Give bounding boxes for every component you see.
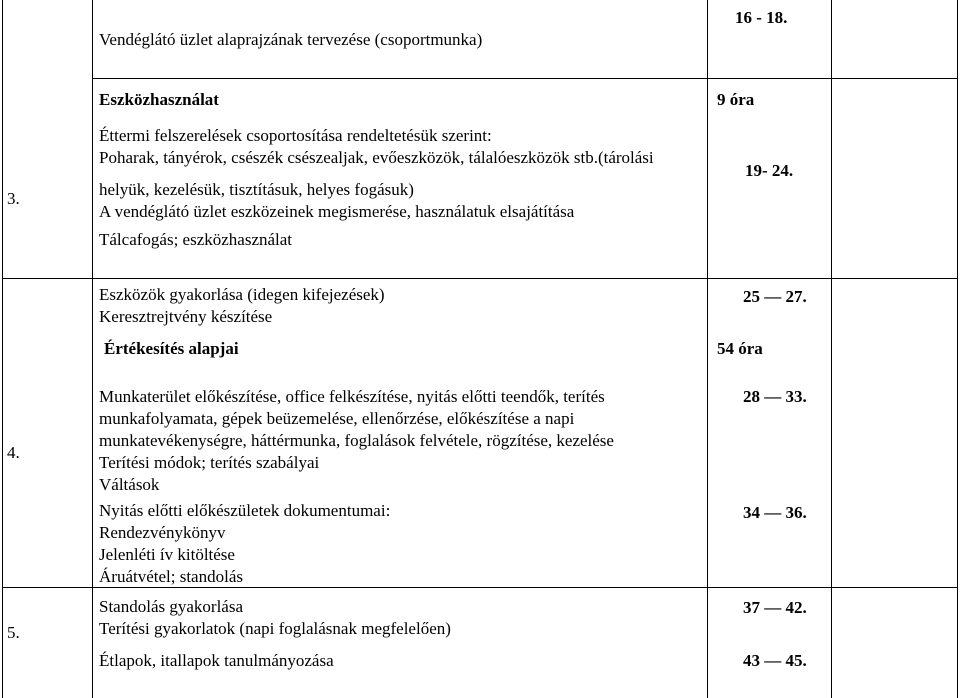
row3-line4: A vendéglátó üzlet eszközeinek megismerése, használatuk elsajátítása [99, 202, 575, 221]
row4-hours: 25 — 27. [743, 287, 807, 306]
row9-hours: 43 — 45. [743, 651, 807, 670]
section-title-ertekesites: Értékesítés alapjai [104, 339, 239, 358]
row8-line2: Terítési gyakorlatok (napi foglalásnak megfelelően) [99, 619, 451, 638]
row6-line3: munkatevékenységre, háttérmunka, foglalások felvétele, rögzítése, kezelése [99, 431, 614, 450]
row3-line2: Poharak, tányérok, csészék csészealjak, evőeszközök, tálalóeszközök stb.(tárolási [99, 148, 654, 167]
row3-line1: Éttermi felszerelések csoportosítása rendeltetésük szerint: [99, 126, 492, 145]
row6-paragraph [99, 386, 705, 496]
section-hours-eszkozhasznalat: 9 óra [717, 90, 755, 109]
row3-number: 3. [7, 189, 20, 208]
row3-hours: 19- 24. [745, 161, 794, 180]
row1-hours: 16 - 18. [735, 8, 788, 27]
row8-hours: 37 — 42. [743, 598, 807, 617]
row4-line2: Keresztrejtvény készítése [99, 307, 273, 326]
row7-line2: Rendezvénykönyv [99, 523, 226, 542]
grid-line-hours-extra [831, 0, 832, 698]
row1-topic: Vendéglátó üzlet alaprajzának tervezése (csoportmunka) [99, 30, 483, 49]
row6-line4: Terítési módok; terítés szabályai [99, 453, 320, 472]
grid-line-h1 [92, 78, 958, 79]
row9-text: Étlapok, itallapok tanulmányozása [99, 651, 334, 670]
row7-line4: Áruátvétel; standolás [99, 567, 243, 586]
row8-number: 5. [7, 623, 20, 642]
grid-line-topic-hours [707, 0, 708, 698]
row6-line1: Munkaterület előkészítése, office felkészítése, nyitás előtti teendők, terítés [99, 387, 605, 406]
row6-number: 4. [7, 443, 20, 462]
grid-line-h2 [2, 278, 958, 279]
row8-line1: Standolás gyakorlása [99, 597, 243, 616]
grid-line-left [2, 0, 3, 698]
row4-line1: Eszközök gyakorlása (idegen kifejezések) [99, 285, 385, 304]
section-title-eszkozhasznalat: Eszközhasználat [99, 90, 219, 109]
row6-line5: Váltások [99, 475, 160, 494]
section-hours-ertekesites: 54 óra [717, 339, 763, 358]
grid-line-num-topic [92, 0, 93, 698]
row7-line1: Nyitás előtti előkészületek dokumentumai: [99, 501, 391, 520]
grid-line-right [957, 0, 958, 698]
row7-hours: 34 — 36. [743, 503, 807, 522]
row6-hours: 28 — 33. [743, 387, 807, 406]
row7-line3: Jelenléti ív kitöltése [99, 545, 235, 564]
row3-line3: helyük, kezelésük, tisztításuk, helyes fogásuk) [99, 180, 414, 199]
row3-line5: Tálcafogás; eszközhasználat [99, 230, 293, 249]
row6-line2: munkafolyamata, gépek beüzemelése, ellenőrzése, előkészítése a napi [99, 409, 575, 428]
